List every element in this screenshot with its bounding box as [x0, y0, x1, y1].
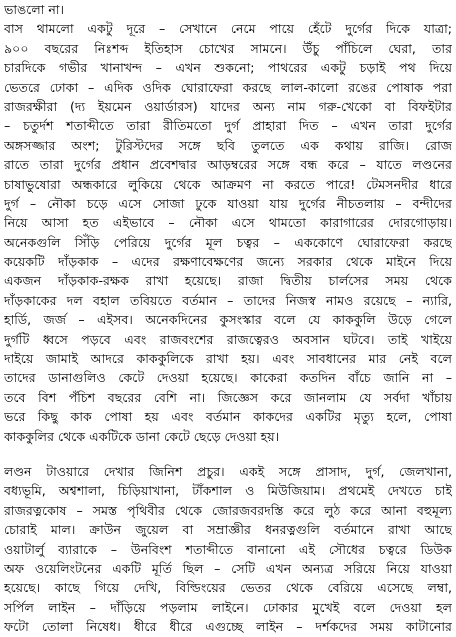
text-line: দাঁড়কাকের দল বহাল তবিয়তে বর্তমান – তাদের নিজস্ব নামও রয়েছে – ন্যারি,	[4, 292, 452, 308]
text-line: দাইয়ে জামাই আদরে কাককুলিকে রাখা হয়। এবং সাবধানের মার নেই বলে	[4, 351, 452, 367]
paragraph-1	[4, 0, 452, 446]
text-line: তাদের ডানাগুলিও কেটে দেওয়া হয়েছে। কাকেরা কতদিন বাঁচে জানি না –	[4, 370, 452, 386]
text-line: অফ ওয়েলিংটনের একটি মূর্তি ছিল – সেটি এখন অন্যত্র সরিয়ে নিয়ে যাওয়া	[4, 560, 452, 576]
text-line: বাস থামলো একটু দূরে – সেখানে নেমে পায়ে হেঁটে দুর্গের দিকে যাত্রা;	[4, 21, 452, 37]
text-line: চোরাই মাল। ক্রাউন জুয়েল বা সম্রাজ্ঞীর ধনরত্নগুলি বর্তমানে রাখা আছে	[4, 522, 452, 538]
text-line: কাককুলির থেকে একটিকে ডানা কেটে ছেড়ে দেওয়া হয়।	[4, 428, 280, 444]
text-line: নিয়ে আসা হত এইভাবে – নৌকা এসে থামতো কারাগারের দোরগোড়ায়।	[4, 215, 452, 231]
text-line: কয়েকটি দাঁড়কাক – এদের রক্ষণাবেক্ষণের জন্যে সরকার থেকে মাইনে দিয়ে	[4, 254, 452, 270]
text-line: দুর্গ – নৌকা চড়ে এসে সোজা ঢুকে যাওয়া যায় দুর্গের নীচতলায় – বন্দীদের	[4, 195, 452, 211]
paragraph-2	[4, 462, 452, 637]
text-line: দুর্গটি ধ্বসে পড়বে এবং রাজবংশের রাজত্বেরও অবসান ঘটবে। তাই খাইয়ে	[4, 331, 452, 347]
text-line: রাজরত্নকোষ – সমস্ত পৃথিবীর থেকে জোরজবরদস্তি করে লুঠ করে আনা বহুমূল্য	[4, 502, 452, 518]
text-line: রাতে তারা দুর্গের প্রধান প্রবেশদ্বার আড়ম্বরের সঙ্গে বন্ধ করে – যাতে লণ্ডনের	[4, 157, 452, 173]
text-line: বধ্যভূমি, অশ্বশালা, চিড়িয়াখানা, টাঁকশাল ও মিউজিয়াম। প্রথমেই দেখতে চাই	[4, 483, 452, 499]
text-line: লণ্ডন টাওয়ারে দেখার জিনিশ প্রচুর। একই সঙ্গে প্রাসাদ, দুর্গ, জেলখানা,	[4, 463, 452, 479]
text-line: ফটো তোলা নিষেধ। ধীরে ধীরে এগুচ্ছে লাইন – দর্শকদের সময় কাটানোর	[4, 619, 452, 635]
text-line: চাষাভুষোরা অন্ধকারে লুকিয়ে থেকে আক্রমণ না করতে পারে! টেমসনদীর ধারে	[4, 176, 452, 192]
text-line: ৯০০ বছরের নিঃশব্দ ইতিহাস চোখের সামনে। উঁচু পাঁচিলে ঘেরা, তার	[4, 40, 452, 56]
paragraph-gap	[4, 446, 452, 462]
text-line: চারদিকে গভীর খানাখন্দ – এখন শুকনো; পাথরের একটু চড়াই পথ দিয়ে	[4, 60, 452, 76]
text-line: ভেতরে ঢোকা – এদিক ওদিক ঘোরাফেরা করছে লাল-কালো রঙের পোষাক পরা	[4, 79, 452, 95]
text-line: হয়েছে। কাছে গিয়ে দেখি, বিল্ডিংয়ের ভেতর থেকে বেরিয়ে এসেছে লম্বা,	[4, 580, 452, 596]
text-line: ভরে কিছু কাক পোষা হয় এবং বর্তমান কাকদের একটির মৃত্যু হলে, পোষা	[4, 409, 452, 425]
text-line: ওয়াটার্লু ব্যারাকে – উনবিংশ শতাব্দীতে বানানো এই সৌধের চত্বরে ডিউক	[4, 541, 452, 557]
text-line: হার্ডি, জর্জ – এইসব। অনেকদিনের কুসংস্কার বলে যে কাককুলি উড়ে গেলে	[4, 312, 452, 328]
text-line: ভাঙলো না।	[4, 2, 65, 17]
text-line: রাজরক্ষীরা (দ্য ইয়মেন ওয়ার্ডারস) যাদের অন্য নাম গরু-খেকো বা বিফইটার	[4, 98, 452, 114]
text-line: একজন দাঁড়কাক-রক্ষক রাখা হয়েছে। রাজা দ্বিতীয় চার্লসের সময় থেকে	[4, 273, 452, 289]
text-line: অঙ্গসজ্জার অংশ; টুরিস্টদের সঙ্গে ছবি তুলতে এক কথায় রাজি। রোজ	[4, 137, 452, 153]
text-line: – চতুর্দশ শতাব্দীতে তারা রীতিমতো দুর্গ প্রাহারা দিত – এখন তারা দুর্গের	[4, 118, 452, 134]
text-line: অনেকগুলি সিঁড়ি পেরিয়ে দুর্গের মূল চত্বর – এককোণে ঘোরাফেরা করছে	[4, 234, 452, 250]
text-line: তবে বিশ পঁচিশ বছরের বেশি না। জিজ্ঞেস করে জানলাম যে সর্বদা খাঁচায়	[4, 389, 452, 405]
text-line: সর্পিল লাইন – দাঁড়িয়ে পড়লাম লাইনে। ঢোকার মুখেই বলে দেওয়া হল	[4, 599, 452, 615]
